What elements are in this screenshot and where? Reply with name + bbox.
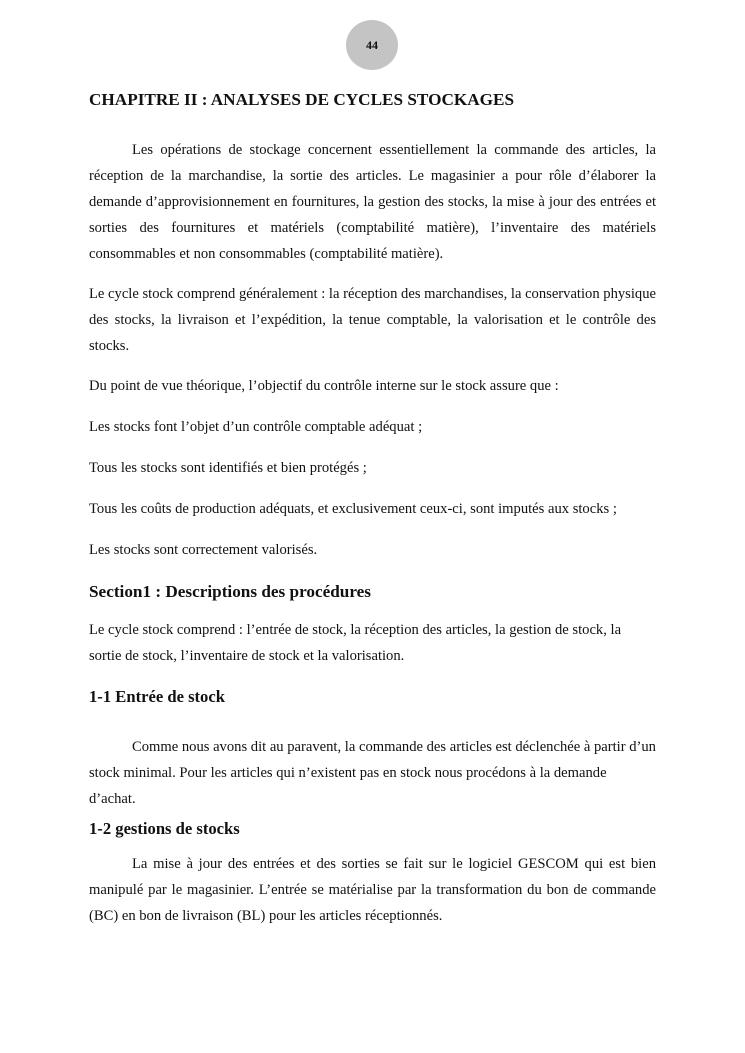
page-number: 44: [346, 20, 398, 70]
subsection-paragraph: Comme nous avons dit au paravent, la commande des articles est déclenchée à partir d’un stock minimal. Pour les articles qui n’existent pas en stock nous procédons à la demande d’achat.: [89, 739, 656, 807]
objective-point: Tous les stocks sont identifiés et bien protégés ;: [89, 460, 367, 476]
objective-point: Les stocks font l’objet d’un contrôle comptable adéquat ;: [89, 419, 423, 435]
subsection-title: 1-1 Entrée de stock: [89, 687, 225, 706]
objective-paragraph: Du point de vue théorique, l’objectif du contrôle interne sur le stock assure que :: [89, 378, 559, 394]
subsection-title: 1-2 gestions de stocks: [89, 819, 240, 838]
section-title: Section1 : Descriptions des procédures: [89, 582, 371, 601]
objective-point: Les stocks sont correctement valorisés.: [89, 542, 318, 558]
objective-point: Tous les coûts de production adéquats, et exclusivement ceux-ci, sont imputés aux stocks ;: [89, 501, 617, 517]
cycle-paragraph: Le cycle stock comprend généralement : la réception des marchandises, la conservation physique des stocks, la livraison et l’expédition, la tenue comptable, la valorisation et le contrôle des stocks.: [89, 286, 656, 354]
intro-paragraph: Les opérations de stockage concernent essentiellement la commande des articles, la réception de la marchandise, la sortie des articles. Le magasinier a pour rôle d’élaborer la demande d’approvisionnement en fournitures, la gestion des stocks, la mise à jour des entrées et sorties des fournitures et matériels (comptabilité matière), l’inventaire des matériels consommables et non consommables (comptabilité matière).: [89, 142, 656, 262]
chapter-title: CHAPITRE II : ANALYSES DE CYCLES STOCKAGES: [89, 90, 515, 109]
section-paragraph: Le cycle stock comprend : l’entrée de stock, la réception des articles, la gestion de stock, la sortie de stock, l’inventaire de stock et la valorisation.: [89, 622, 622, 664]
subsection-paragraph: La mise à jour des entrées et des sorties se fait sur le logiciel GESCOM qui est bien manipulé par le magasinier. L’entrée se matérialise par la transformation du bon de commande (BC) en bon de livraison (BL) pour les articles réceptionnés.: [89, 856, 656, 924]
